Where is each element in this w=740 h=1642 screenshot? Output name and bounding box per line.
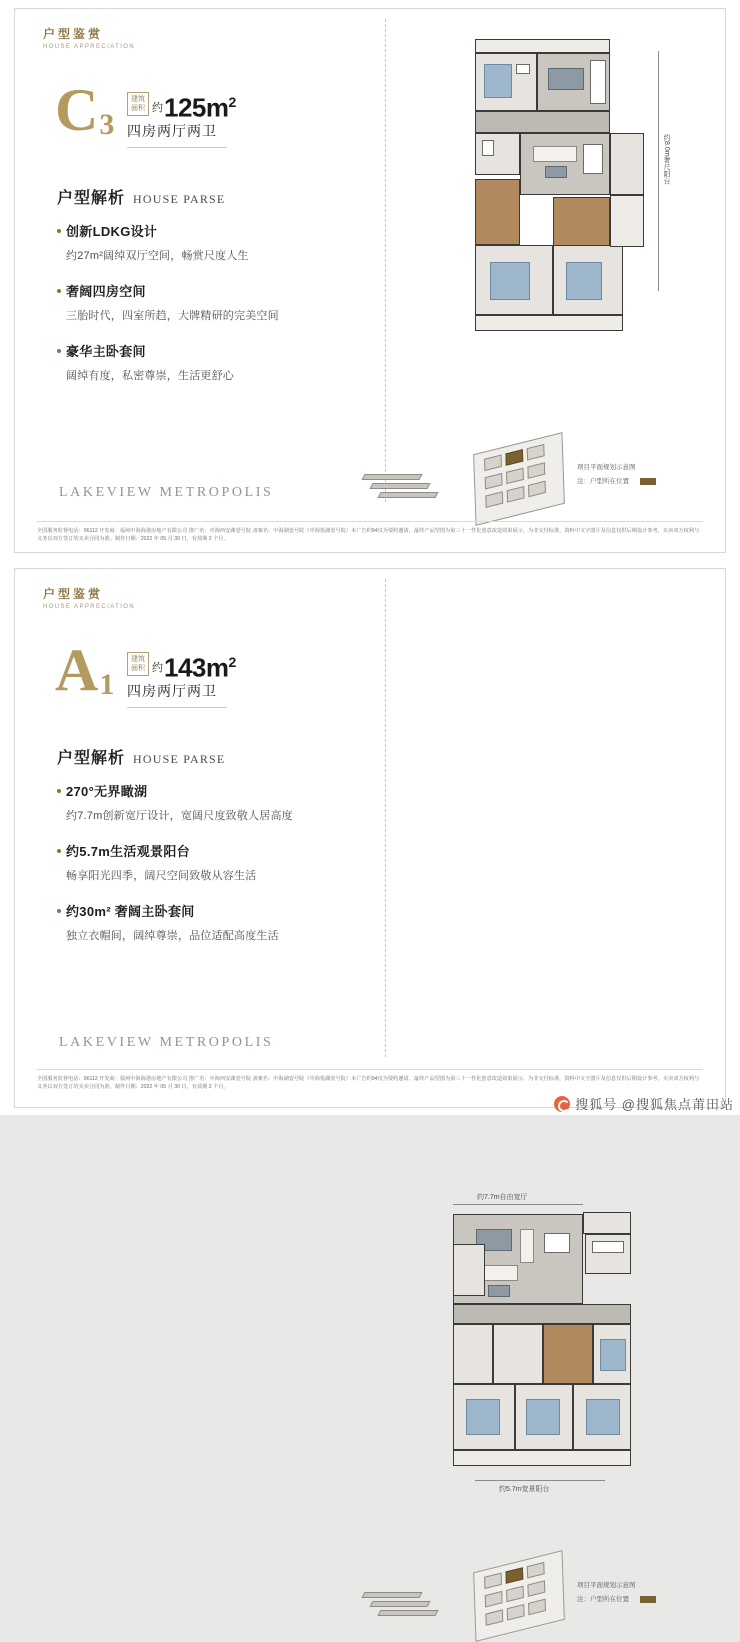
plan-nightstand (516, 64, 530, 74)
site-plan-c3 (355, 434, 685, 524)
site-unit (485, 491, 503, 508)
unit-code-sub: 3 (99, 108, 115, 141)
site-unit (484, 1573, 502, 1590)
plan-study-desk (583, 144, 603, 174)
plan-bedroom-1 (453, 1384, 515, 1450)
area-unit: 2 (228, 94, 236, 110)
area-value (164, 89, 236, 121)
plan-utility (583, 1212, 631, 1234)
unit-code-letter: A (55, 637, 99, 703)
bullet-dot-icon (57, 349, 61, 353)
site-building-bar (369, 483, 430, 489)
site-unit (527, 1580, 545, 1597)
floor-plan-c3 (445, 39, 675, 399)
site-unit (528, 481, 546, 498)
site-building-bar (369, 1601, 430, 1607)
feature-desc: 独立衣帽间，阔绰尊崇，品位适配高度生活 (66, 930, 279, 942)
plan-side-room (610, 133, 644, 195)
plan-bedroom-1 (475, 53, 537, 111)
site-unit (506, 468, 524, 485)
parse-title (57, 185, 225, 208)
site-lot-diagram (473, 1550, 565, 1642)
dimension-label-right: 约8.0m奢尺阳台 (663, 134, 670, 185)
panel-divider (385, 19, 386, 502)
plan-hallway (475, 111, 610, 133)
plan-bathroom-1 (453, 1324, 493, 1384)
plan-balcony-bottom (475, 315, 623, 331)
plan-kitchen-counter (590, 60, 606, 104)
plan-master-bedroom (573, 1384, 631, 1450)
feature-title: 奢阔四房空间 (66, 284, 146, 299)
plan-kitchen (453, 1244, 485, 1296)
parse-title-en: HOUSE PARSE (133, 752, 226, 766)
plan-bathroom-2 (493, 1324, 543, 1384)
plan-bedroom-4 (593, 1324, 631, 1384)
area-row (127, 89, 236, 121)
dimension-bar-top (453, 1204, 583, 1205)
site-unit (527, 444, 545, 461)
parse-title-en: HOUSE PARSE (133, 192, 226, 206)
site-unit-highlight (505, 449, 523, 466)
plan-toilet (482, 140, 494, 156)
feature-list (57, 781, 357, 961)
feature-title-wrap (57, 901, 357, 920)
site-unit (506, 1586, 524, 1603)
plan-bed (566, 262, 602, 300)
dimension-bar-bottom (475, 1480, 605, 1481)
unit-code (55, 77, 115, 150)
site-building-bar (361, 1592, 422, 1598)
plan-master-wardrobe (543, 1324, 593, 1384)
site-building-bar (361, 474, 422, 480)
plan-wardrobe-zone-2 (553, 197, 610, 247)
plan-balcony-top (475, 39, 610, 53)
feature-title-wrap (57, 341, 357, 360)
brochure-panel-c3 (14, 8, 726, 553)
unit-code-letter: C (55, 77, 99, 143)
room-config: 四房两厅两卫 (127, 121, 227, 148)
feature-title-wrap (57, 841, 357, 860)
plan-bed (490, 262, 530, 300)
area-unit: 2 (228, 654, 236, 670)
watermark (554, 1094, 734, 1113)
feature-title-wrap (57, 281, 357, 300)
plan-living-room (520, 133, 610, 195)
area-number: 143m (164, 652, 229, 683)
list-item (57, 341, 357, 383)
area-about: 约 (152, 101, 163, 114)
site-unit (527, 462, 545, 479)
parse-title-cn: 户型解析 (57, 750, 126, 767)
brochure-panel-a1 (14, 568, 726, 1603)
feature-desc: 约27m²阔绰双厅空间，畅赏尺度人生 (66, 250, 249, 262)
feature-title: 约30m² 奢阔主卧套间 (66, 904, 195, 919)
plan-coffee-table (488, 1285, 510, 1297)
unit-code (55, 637, 115, 710)
list-item (57, 281, 357, 323)
dimension-label-bottom: 约5.7m宽景阳台 (499, 1486, 550, 1493)
panel-divider (385, 579, 386, 1057)
plan-sofa (533, 146, 577, 162)
header-title-cn: 户型鉴赏 (43, 587, 104, 601)
plan-desk (544, 1233, 570, 1253)
feature-title: 约5.7m生活观景阳台 (66, 844, 190, 859)
site-legend-swatch (640, 1596, 656, 1603)
area-number: 125m (164, 92, 229, 123)
dimension-label-top: 约7.7m自由宽厅 (477, 1194, 528, 1201)
watermark-text: 搜狐号 @搜狐焦点莆田站 (575, 1097, 734, 1112)
plan-bed (586, 1399, 620, 1435)
sohu-logo-icon (554, 1096, 570, 1112)
site-unit-highlight (505, 1567, 523, 1584)
header-title-en: HOUSE APPRECIATION (43, 44, 136, 50)
feature-title-wrap (57, 221, 357, 240)
site-plan-note-2: 注：户型所在位置 (577, 1596, 629, 1603)
feature-desc: 三胎时代，四室所趋，大牌精研的完美空间 (66, 310, 279, 322)
plan-side-balcony (610, 195, 644, 247)
footer-disclaimer: 全国服务监督电话：96112 开发商：福州中海海港房地产有限公司 推广名：中海西安湖壹号院 备案名：中海湖壹号院（中海悦湖壹号院）本广告约94仅为要约邀请，最终产品型图为第三十一性化创意改造效果展示，为非交付标准，资料中文字图片及信息仅供后期设计参考，买卖双方权利与义务以双方签订的买卖合同为准。制作日期：2022 年 05 月 30 日，有效期 2 个月。 (37, 521, 703, 543)
plan-corridor (453, 1304, 631, 1324)
site-plan-note-1: 项目平面规划示意图 (577, 1582, 636, 1589)
bullet-dot-icon (57, 289, 61, 293)
site-unit (507, 486, 525, 503)
plan-bathroom-1 (475, 133, 520, 175)
site-unit (485, 1609, 503, 1626)
bullet-dot-icon (57, 849, 61, 853)
site-building-bar (377, 492, 438, 498)
list-item (57, 781, 357, 823)
feature-desc: 阔绰有度，私密尊崇，生活更舒心 (66, 370, 234, 382)
feature-title: 270°无界瞰湖 (66, 784, 148, 799)
plan-sofa (520, 1229, 534, 1263)
feature-desc: 约7.7m创新宽厅设计，宽阔尺度致敬人居高度 (66, 810, 293, 822)
panel-header (43, 585, 135, 610)
plan-bedroom-2 (515, 1384, 573, 1450)
plan-wardrobe (592, 1241, 624, 1253)
plan-bed (600, 1339, 626, 1371)
plan-master-bedroom (475, 245, 553, 315)
floor-plan-a1 (435, 1194, 685, 1514)
list-item (57, 901, 357, 943)
site-unit (527, 1562, 545, 1579)
bullet-dot-icon (57, 909, 61, 913)
dimension-bar-right (658, 51, 659, 291)
site-unit (485, 1591, 503, 1608)
list-item (57, 841, 357, 883)
room-config: 四房两厅两卫 (127, 681, 227, 708)
plan-bed (484, 64, 512, 98)
site-unit (507, 1604, 525, 1621)
area-tag: 建筑 面积 (127, 92, 149, 116)
list-item (57, 221, 357, 263)
plan-wardrobe-zone (475, 179, 520, 245)
footer-disclaimer: 全国服务监督电话：96112 开发商：福州中海海港房地产有限公司 推广名：中海西安湖壹号院 备案名：中海湖壹号院（中海悦湖壹号院）本广告约94仅为要约邀请，最终产品型图为第三十一性化创意改造效果展示，为非交付标准，资料中文字图片及信息仅供后期设计参考，买卖双方权利与义务以双方签订的买卖合同为准。制作日期：2022 年 05 月 30 日，有效期 2 个月。 (37, 1069, 703, 1091)
plan-coffee-table (545, 166, 567, 178)
site-plan-note-2: 注：户型所在位置 (577, 478, 629, 485)
project-brand: LAKEVIEW METROPOLIS (59, 1035, 274, 1050)
unit-code-sub: 1 (99, 668, 115, 701)
header-title-cn: 户型鉴赏 (43, 27, 104, 41)
feature-desc: 畅享阳光四季，阔尺空间致敬从容生活 (66, 870, 257, 882)
feature-title-wrap (57, 781, 357, 800)
site-unit (485, 473, 503, 490)
feature-list (57, 221, 357, 401)
site-unit (484, 455, 502, 472)
area-value (164, 649, 236, 681)
plan-balcony-bottom (453, 1450, 631, 1466)
site-building-bar (377, 1610, 438, 1616)
plan-bed (466, 1399, 500, 1435)
feature-title: 创新LDKG设计 (66, 224, 158, 239)
parse-title (57, 745, 225, 768)
plan-bed (526, 1399, 560, 1435)
plan-dining (537, 53, 610, 111)
area-row (127, 649, 236, 681)
site-plan-note-1: 项目平面规划示意图 (577, 464, 636, 471)
site-unit (528, 1599, 546, 1616)
feature-title: 豪华主卧套间 (66, 344, 146, 359)
bullet-dot-icon (57, 229, 61, 233)
plan-bedroom-3 (585, 1234, 631, 1274)
site-lot-diagram (473, 432, 565, 526)
area-tag: 建筑 面积 (127, 652, 149, 676)
bullet-dot-icon (57, 789, 61, 793)
plan-bedroom-2 (553, 245, 623, 315)
area-about: 约 (152, 661, 163, 674)
header-title-en: HOUSE APPRECIATION (43, 604, 136, 610)
project-brand: LAKEVIEW METROPOLIS (59, 485, 274, 500)
plan-dining-table (548, 68, 584, 90)
panel-header (43, 25, 135, 50)
site-plan-a1 (355, 1554, 685, 1639)
parse-title-cn: 户型解析 (57, 190, 126, 207)
site-legend-swatch (640, 478, 656, 485)
